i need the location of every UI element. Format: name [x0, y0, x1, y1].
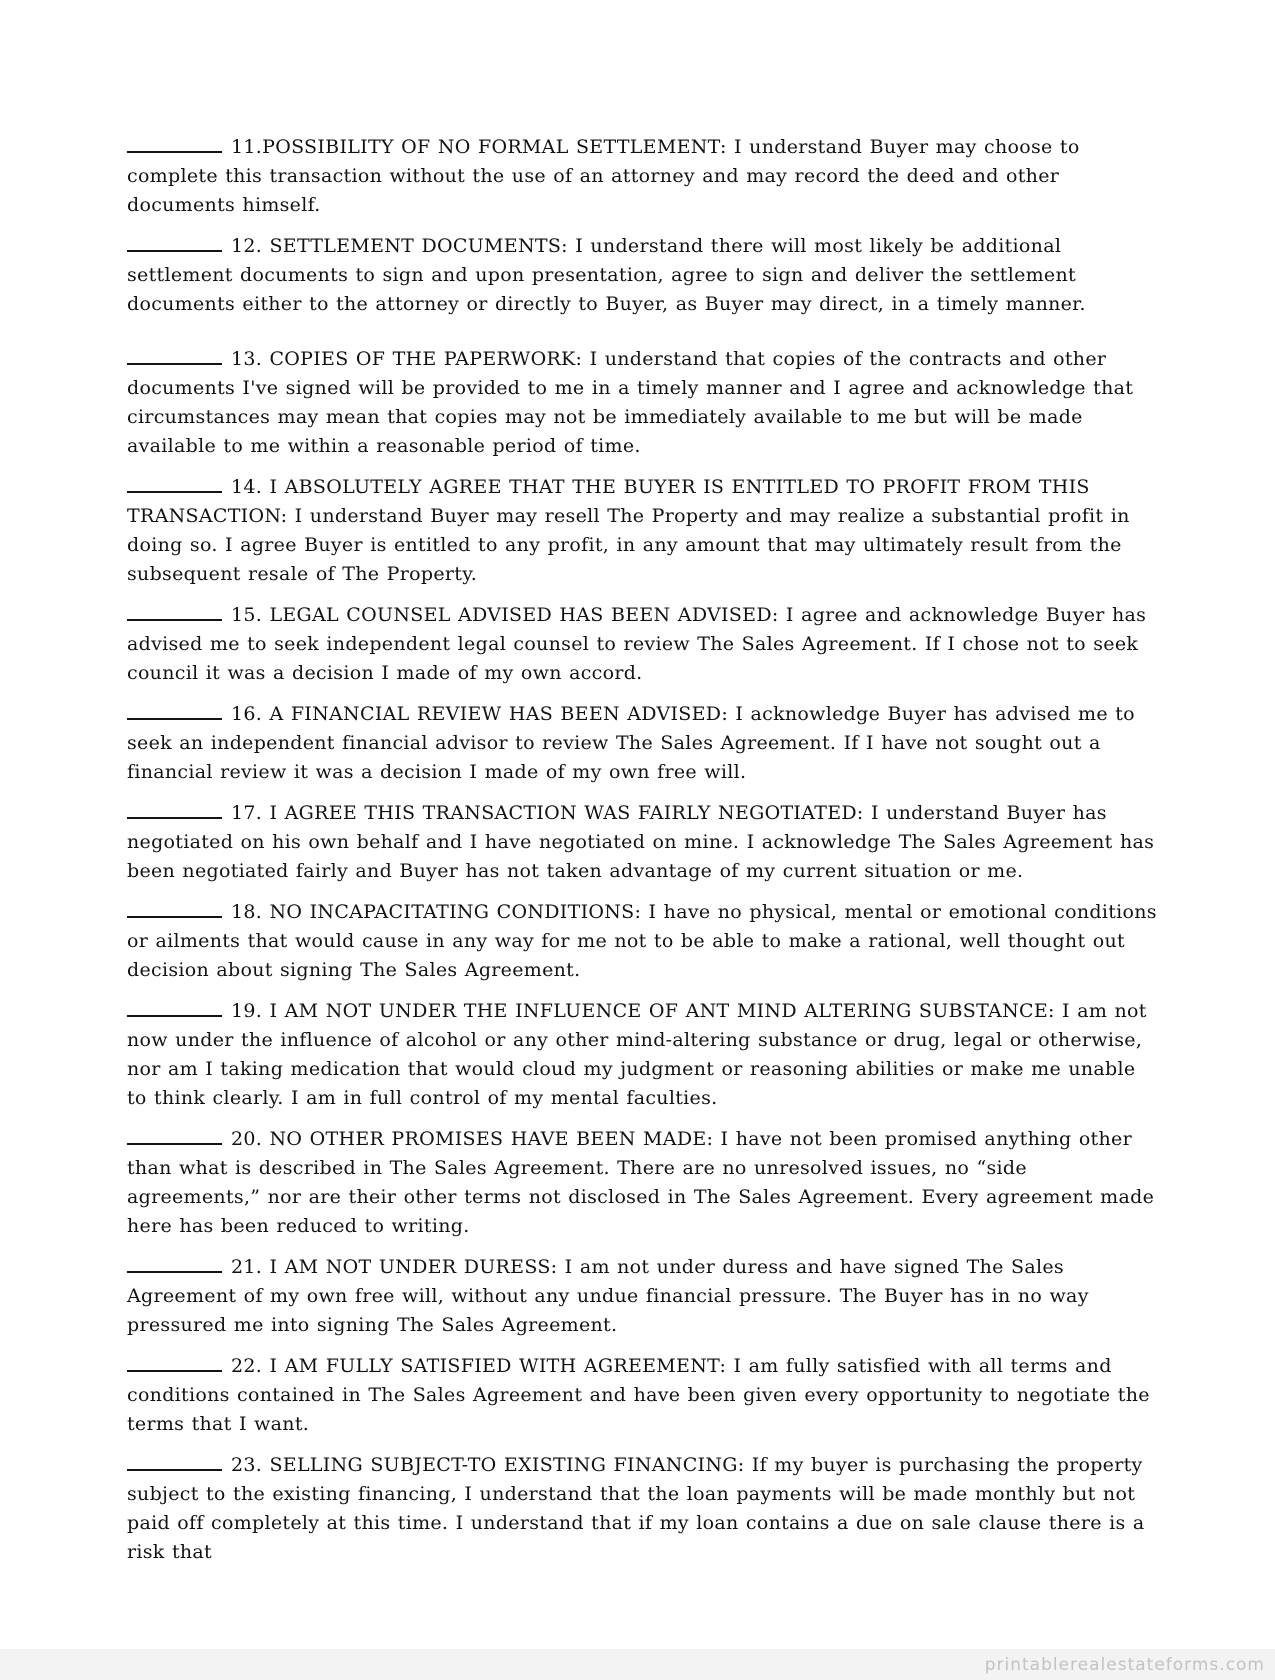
initials-blank-18[interactable] — [127, 915, 222, 918]
initials-blank-22[interactable] — [127, 1369, 222, 1372]
clause-text-20: 20. NO OTHER PROMISES HAVE BEEN MADE: I have not been promised anything other than what is described in The Sales Agreement. There are no unresolved issues, no “side agreements,” nor are their other terms not disclosed in The Sales Agreement. Every agreement made here has been reduced to writing. — [127, 1128, 1155, 1237]
initials-blank-11[interactable] — [127, 150, 222, 153]
clause-text-14: 14. I ABSOLUTELY AGREE THAT THE BUYER IS ENTITLED TO PROFIT FROM THIS TRANSACTION: I understand Buyer may resell The Property and may realize a substantial profit in doing so. I agree Buyer is entitled to any profit, in any amount that may ultimately result from the subsequent resale of The Property. — [127, 476, 1130, 585]
clause-paragraph-23 — [127, 1451, 1159, 1567]
clause-text-18: 18. NO INCAPACITATING CONDITIONS: I have no physical, mental or emotional conditions or ailments that would cause in any way for me not to be able to make a rational, well thought out decision about signing The Sales Agreement. — [127, 901, 1157, 981]
clause-paragraph-15 — [127, 601, 1159, 688]
initials-blank-12[interactable] — [127, 249, 222, 252]
initials-blank-21[interactable] — [127, 1270, 222, 1273]
initials-blank-20[interactable] — [127, 1142, 222, 1145]
clause-paragraph-22 — [127, 1352, 1159, 1439]
clause-text-22: 22. I AM FULLY SATISFIED WITH AGREEMENT: I am fully satisfied with all terms and conditions contained in The Sales Agreement and have been given every opportunity to negotiate the terms that I want. — [127, 1355, 1150, 1435]
clause-text-23: 23. SELLING SUBJECT-TO EXISTING FINANCING: If my buyer is purchasing the property subject to the existing financing, I understand that the loan payments will be made monthly but not paid off completely at this time. I understand that if my loan contains a due on sale clause there is a risk that — [127, 1454, 1145, 1563]
clause-text-19: 19. I AM NOT UNDER THE INFLUENCE OF ANT MIND ALTERING SUBSTANCE: I am not now under the influence of alcohol or any other mind-altering substance or drug, legal or otherwise, nor am I taking medication that would cloud my judgment or reasoning abilities or make me unable to think clearly. I am in full control of my mental faculties. — [127, 1000, 1147, 1109]
clause-paragraph-20 — [127, 1125, 1159, 1241]
initials-blank-13[interactable] — [127, 362, 222, 365]
clause-paragraph-12 — [127, 232, 1159, 319]
clause-text-12: 12. SETTLEMENT DOCUMENTS: I understand there will most likely be additional settlement documents to sign and upon presentation, agree to sign and deliver the settlement documents either to the attorney or directly to Buyer, as Buyer may direct, in a timely manner. — [127, 235, 1086, 315]
footer-watermark-bar — [0, 1649, 1275, 1680]
clause-paragraph-21 — [127, 1253, 1159, 1340]
initials-blank-16[interactable] — [127, 717, 222, 720]
clause-text-17: 17. I AGREE THIS TRANSACTION WAS FAIRLY NEGOTIATED: I understand Buyer has negotiated on his own behalf and I have negotiated on mine. I acknowledge The Sales Agreement has been negotiated fairly and Buyer has not taken advantage of my current situation or me. — [127, 802, 1155, 882]
clause-paragraph-19 — [127, 997, 1159, 1113]
clause-paragraph-18 — [127, 898, 1159, 985]
watermark-text: printablerealestateforms.com — [984, 1654, 1265, 1675]
clause-text-16: 16. A FINANCIAL REVIEW HAS BEEN ADVISED: I acknowledge Buyer has advised me to seek an independent financial advisor to review The Sales Agreement. If I have not sought out a financial review it was a decision I made of my own free will. — [127, 703, 1135, 783]
clause-text-15: 15. LEGAL COUNSEL ADVISED HAS BEEN ADVISED: I agree and acknowledge Buyer has advised me to seek independent legal counsel to review The Sales Agreement. If I chose not to seek council it was a decision I made of my own accord. — [127, 604, 1147, 684]
clause-paragraph-17 — [127, 799, 1159, 886]
clause-paragraph-13 — [127, 345, 1159, 461]
clause-text-13: 13. COPIES OF THE PAPERWORK: I understand that copies of the contracts and other documents I've signed will be provided to me in a timely manner and I agree and acknowledge that circumstances may mean that copies may not be immediately available to me but will be made available to me within a reasonable period of time. — [127, 348, 1134, 457]
clause-text-11: 11.POSSIBILITY OF NO FORMAL SETTLEMENT: I understand Buyer may choose to complete this transaction without the use of an attorney and may record the deed and other documents himself. — [127, 136, 1080, 216]
initials-blank-23[interactable] — [127, 1468, 222, 1471]
initials-blank-14[interactable] — [127, 490, 222, 493]
clause-paragraph-11 — [127, 133, 1159, 220]
initials-blank-17[interactable] — [127, 816, 222, 819]
agreement-clauses — [127, 133, 1159, 1579]
clause-text-21: 21. I AM NOT UNDER DURESS: I am not under duress and have signed The Sales Agreement of my own free will, without any undue financial pressure. The Buyer has in no way pressured me into signing The Sales Agreement. — [127, 1256, 1089, 1336]
initials-blank-19[interactable] — [127, 1014, 222, 1017]
initials-blank-15[interactable] — [127, 618, 222, 621]
clause-paragraph-14 — [127, 473, 1159, 589]
clause-paragraph-16 — [127, 700, 1159, 787]
